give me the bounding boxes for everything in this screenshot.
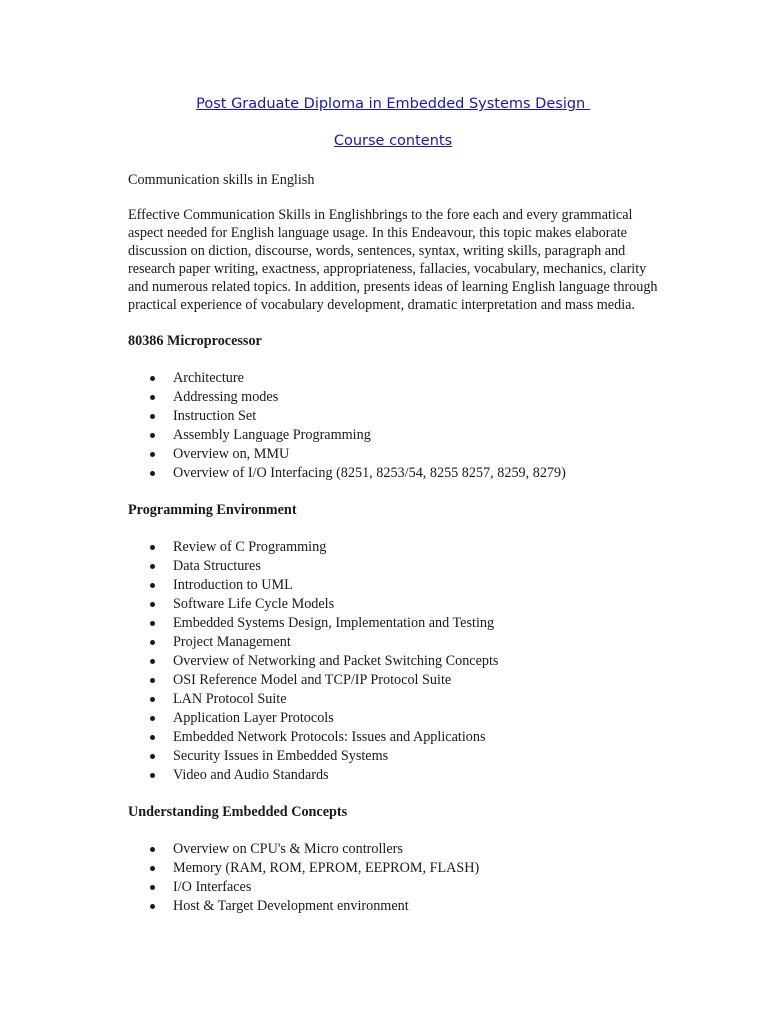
bullet-icon bbox=[150, 414, 155, 419]
list-item-text: I/O Interfaces bbox=[173, 879, 252, 895]
section-heading-programming-environment: Programming Environment bbox=[128, 502, 297, 518]
bullet-icon bbox=[150, 735, 155, 740]
list-item bbox=[128, 897, 658, 916]
list-item-text: Addressing modes bbox=[173, 389, 279, 405]
list-item bbox=[128, 747, 658, 766]
bullet-icon bbox=[150, 847, 155, 852]
bullet-icon bbox=[150, 471, 155, 476]
list-item-text: Video and Audio Standards bbox=[173, 767, 329, 783]
bullet-icon bbox=[150, 773, 155, 778]
list-item bbox=[128, 878, 658, 897]
list-item-text: Review of C Programming bbox=[173, 539, 327, 555]
bullet-icon bbox=[150, 545, 155, 550]
list-item bbox=[128, 728, 658, 747]
list-item-text: OSI Reference Model and TCP/IP Protocol Suite bbox=[173, 672, 452, 688]
list-item bbox=[128, 690, 658, 709]
list-item-text: Overview of I/O Interfacing (8251, 8253/54, 8255 8257, 8259, 8279) bbox=[173, 465, 566, 481]
list-item bbox=[128, 766, 658, 785]
list-item bbox=[128, 840, 658, 859]
list-item bbox=[128, 557, 658, 576]
list-item bbox=[128, 445, 658, 464]
list-item-text: Assembly Language Programming bbox=[173, 427, 371, 443]
bullet-icon bbox=[150, 885, 155, 890]
list-item-text: Data Structures bbox=[173, 558, 261, 574]
list-item-text: Software Life Cycle Models bbox=[173, 596, 335, 612]
section-heading-embedded-concepts: Understanding Embedded Concepts bbox=[128, 804, 348, 820]
list-item-text: Overview on, MMU bbox=[173, 446, 290, 462]
bullet-icon bbox=[150, 716, 155, 721]
list-item-text: Memory (RAM, ROM, EPROM, EEPROM, FLASH) bbox=[173, 860, 480, 876]
course-contents-link[interactable]: Course contents bbox=[333, 133, 453, 149]
list-item-text: Application Layer Protocols bbox=[173, 710, 334, 726]
bullet-icon bbox=[150, 754, 155, 759]
communication-skills-paragraph: Effective Communication Skills in Englishbrings to the fore each and every grammatical aspect needed for English language usage. In this Endeavour, this topic makes elaborate discussion on diction, discourse, words, sentences, syntax, writing skills, paragraph and research paper writing, exactness, appropriateness, fallacies, vocabulary, mechanics, clarity and numerous related topics. In addition, presents ideas of learning English language through practical experience of vocabulary development, dramatic interpretation and mass media. bbox=[128, 207, 658, 313]
list-item-text: Introduction to UML bbox=[173, 577, 293, 593]
list-item bbox=[128, 369, 658, 388]
programming-environment-topic-list bbox=[128, 538, 658, 785]
bullet-icon bbox=[150, 452, 155, 457]
list-item bbox=[128, 407, 658, 426]
embedded-concepts-topic-list bbox=[128, 840, 658, 916]
list-item-text: Project Management bbox=[173, 634, 291, 650]
list-item-text: Security Issues in Embedded Systems bbox=[173, 748, 389, 764]
bullet-icon bbox=[150, 659, 155, 664]
bullet-icon bbox=[150, 640, 155, 645]
list-item-text: Embedded Network Protocols: Issues and Applications bbox=[173, 729, 486, 745]
list-item bbox=[128, 652, 658, 671]
bullet-icon bbox=[150, 583, 155, 588]
list-item-text: Instruction Set bbox=[173, 408, 257, 424]
list-item-text: Overview of Networking and Packet Switching Concepts bbox=[173, 653, 499, 669]
bullet-icon bbox=[150, 376, 155, 381]
list-item bbox=[128, 595, 658, 614]
list-item-text: Embedded Systems Design, Implementation and Testing bbox=[173, 615, 495, 631]
list-item-text: Overview on CPU's & Micro controllers bbox=[173, 841, 403, 857]
list-item bbox=[128, 464, 658, 483]
list-item bbox=[128, 388, 658, 407]
list-item-text: LAN Protocol Suite bbox=[173, 691, 287, 707]
list-item-text: Architecture bbox=[173, 370, 244, 386]
list-item bbox=[128, 576, 658, 595]
list-item bbox=[128, 614, 658, 633]
document-title-link[interactable]: Post Graduate Diploma in Embedded Systems Design bbox=[196, 96, 590, 112]
section-heading-microprocessor: 80386 Microprocessor bbox=[128, 333, 262, 349]
list-item bbox=[128, 709, 658, 728]
communication-skills-heading: Communication skills in English bbox=[128, 172, 315, 188]
list-item bbox=[128, 426, 658, 445]
list-item bbox=[128, 538, 658, 557]
bullet-icon bbox=[150, 433, 155, 438]
document-page bbox=[128, 0, 658, 916]
list-item-text: Host & Target Development environment bbox=[173, 898, 409, 914]
microprocessor-topic-list bbox=[128, 369, 658, 483]
bullet-icon bbox=[150, 697, 155, 702]
bullet-icon bbox=[150, 621, 155, 626]
bullet-icon bbox=[150, 602, 155, 607]
list-item bbox=[128, 633, 658, 652]
bullet-icon bbox=[150, 395, 155, 400]
bullet-icon bbox=[150, 904, 155, 909]
list-item bbox=[128, 859, 658, 878]
bullet-icon bbox=[150, 564, 155, 569]
bullet-icon bbox=[150, 678, 155, 683]
bullet-icon bbox=[150, 866, 155, 871]
list-item bbox=[128, 671, 658, 690]
